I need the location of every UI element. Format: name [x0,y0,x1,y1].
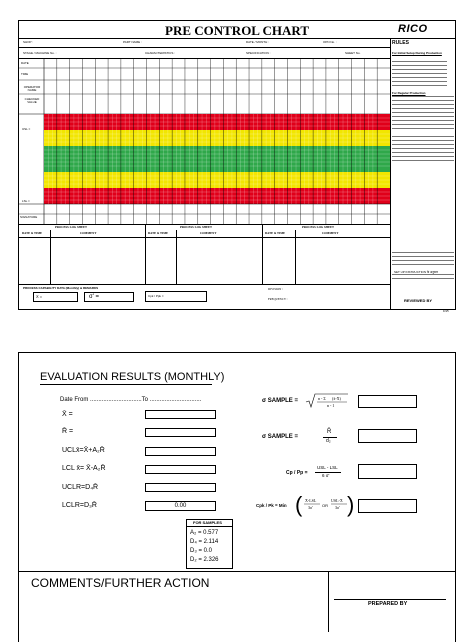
lclr-value: 0.00 [175,503,187,509]
rules-text-line [392,264,454,265]
log-divider-4 [262,224,263,284]
rules-title: RULES [392,41,409,46]
xbarbar-label: X̄ = [62,411,73,418]
sigma-sample-1-input[interactable] [358,395,417,408]
row-label-operator: OPERATOR NAME [20,86,44,92]
svg-text:(x̄-X̄): (x̄-X̄) [332,396,342,401]
frequency-field[interactable]: FREQUENCY : [268,298,287,301]
rules-text-line [392,120,454,121]
rules-regular-heading: For Regular Production [392,92,426,95]
cpk-formula-left [303,497,321,513]
cpk-formula-right [330,497,348,513]
rules-text-line [392,136,454,137]
sample-d4: D₄ = 2.114 [190,539,218,545]
svg-text:3σ': 3σ' [308,505,313,510]
cpk-paren-close: ) [347,494,354,516]
rules-text-line [392,104,454,105]
rules-text-line [392,116,454,117]
rules-text-line [392,160,454,161]
date-month-field[interactable]: DATE / MONTH : [246,41,269,44]
svg-text:n - Σ: n - Σ [318,396,326,401]
fraction-rbar: R̄ [327,429,331,435]
rules-text-line [392,128,454,129]
rules-text-line [392,278,454,279]
log-date-time-1: DATE & TIME [22,232,42,235]
sample-d3: D₃ = 0.0 [190,548,212,554]
sigma-sample-2-input[interactable] [358,429,417,443]
rules-text-line [392,256,454,257]
rules-text-line [392,96,454,97]
capability-label: PROCESS CAPABILITY DATA (Monthly) & REMARKS [23,287,98,290]
fraction-6s: 6 σ' [322,474,329,479]
fraction-d2: d₂ [326,439,331,444]
cpk-pk-label: Cpk / Pk = Min [256,504,287,509]
svg-text:USL-X̄: USL-X̄ [331,498,343,503]
prepared-by-line [334,599,446,600]
lcl-input[interactable] [145,465,216,474]
rules-setup-heading: For Initial Setup During Production [392,52,442,55]
ucl-input[interactable] [145,447,216,456]
sample-a2: A₂ = 0.577 [190,530,218,536]
row-label-date: DATE [21,62,29,65]
row-label-time: TIME [21,73,28,76]
rules-text-line [392,274,454,275]
rbar-input[interactable] [145,428,216,437]
sigma-label: σ' = [89,294,99,300]
rbar-label: R̄ = [62,428,73,435]
xbarbar-input[interactable] [145,410,216,419]
rules-text-line [392,156,454,157]
sigma-sample-2-label: σ SAMPLE = [262,434,298,440]
log-title-3: PROCESS LOG SHEET [302,226,334,229]
comments-divider [328,572,329,632]
date-from-field[interactable]: Date From ...............................To ............................... [60,397,201,403]
row-label-usl: USL = [22,128,30,131]
stage-machine-field[interactable]: STAGE / MACHINE No. : [23,52,56,55]
log-date-time-3: DATE & TIME [265,232,285,235]
comments-top-line [18,571,456,572]
rules-text-line [392,108,454,109]
log-divider-2 [145,224,146,284]
cpk-or: OR [322,504,328,508]
opn-no-field[interactable]: OPN No. : [323,41,337,44]
xbar-label: X̄ = [36,295,42,299]
evaluation-title: EVALUATION RESULTS (MONTHLY) [40,372,224,383]
cpk-label: Cpk / Ppk = [148,295,164,298]
svg-text:X̄-LSL: X̄-LSL [305,498,317,503]
rules-text-line [392,65,447,66]
rico-logo: RICO [398,24,428,35]
rules-text-line [392,124,454,125]
characteristics-field[interactable]: CHARACTERISTICS : [145,52,175,55]
rules-text-line [392,77,447,78]
rules-text-line [392,152,454,153]
part-name-field[interactable]: PART NAME : [123,41,142,44]
log-comment-1: COMMENT [80,232,96,235]
rules-text-line [392,61,447,62]
rules-text-line [392,252,454,253]
evaluation-title-underline [40,384,212,385]
uclr-label: UCLR=D₄R̄ [62,484,98,491]
chart-title: PRE CONTROL CHART [165,24,309,37]
form-code: F/3/5 [443,311,449,314]
rules-text-line [392,100,454,101]
rules-note: SET UP INSTRUCTION के अनुसार [394,271,438,274]
lclr-input[interactable] [145,501,216,511]
log-bottom-line [18,284,390,285]
samples-title: FOR SAMPLES [193,521,222,525]
cp-pp-input[interactable] [358,464,417,479]
prepared-by-label: PREPARED BY [368,602,407,608]
row-label-signature: SIGNATURE [20,216,37,219]
sample-d2: D₂ = 2.326 [190,557,219,563]
log-date-time-2: DATE & TIME [148,232,168,235]
reviewed-by-label: REVIEWED BY [404,299,432,303]
row-label-checked: CHECKED VALUE [20,98,44,104]
shop-field[interactable]: SHOP : [23,41,33,44]
division-field[interactable]: DIVISION : [268,288,283,291]
rules-text-line [392,112,454,113]
ucl-label: UCLx̄=X̄+A₂R̄ [62,447,105,454]
rules-text-block [390,56,456,286]
svg-text:3σ': 3σ' [335,505,340,510]
rules-text-line [392,85,447,86]
log-comment-3: COMMENT [322,232,338,235]
rules-text-line [392,69,447,70]
rules-text-line [392,81,447,82]
pre-control-grid [18,58,390,224]
uclr-input[interactable] [145,483,216,492]
rules-text-line [392,73,447,74]
cp-pp-label: Cp / Pp = [286,471,308,476]
fraction-usl-lsl: USL - LSL [317,466,338,471]
comments-title: COMMENTS/FURTHER ACTION [31,577,209,589]
log-title-2: PROCESS LOG SHEET [180,226,212,229]
rules-text-line [392,140,454,141]
lclr-label: LCLR=D₃R̄ [62,502,97,509]
rules-text-line [392,144,454,145]
sigma-sample-1-formula [305,392,349,410]
specification-field[interactable]: SPECIFICATION : [246,52,270,55]
rules-text-line [392,260,454,261]
sheet-no-field[interactable]: SHEET No. [345,52,360,55]
header-row-line-1 [18,47,390,48]
cpk-paren-open: ( [295,494,302,516]
cpk-pk-input[interactable] [358,499,417,513]
log-comment-2: COMMENT [200,232,216,235]
sigma-sample-1-label: σ SAMPLE = [262,398,298,404]
rules-text-line [392,148,454,149]
lcl-label: LCL x̄= X̄-A₂R̄ [62,465,106,472]
row-label-lsl: LSL = [22,200,30,203]
svg-text:n - 1: n - 1 [327,403,334,408]
log-title-1: PROCESS LOG SHEET [55,226,87,229]
